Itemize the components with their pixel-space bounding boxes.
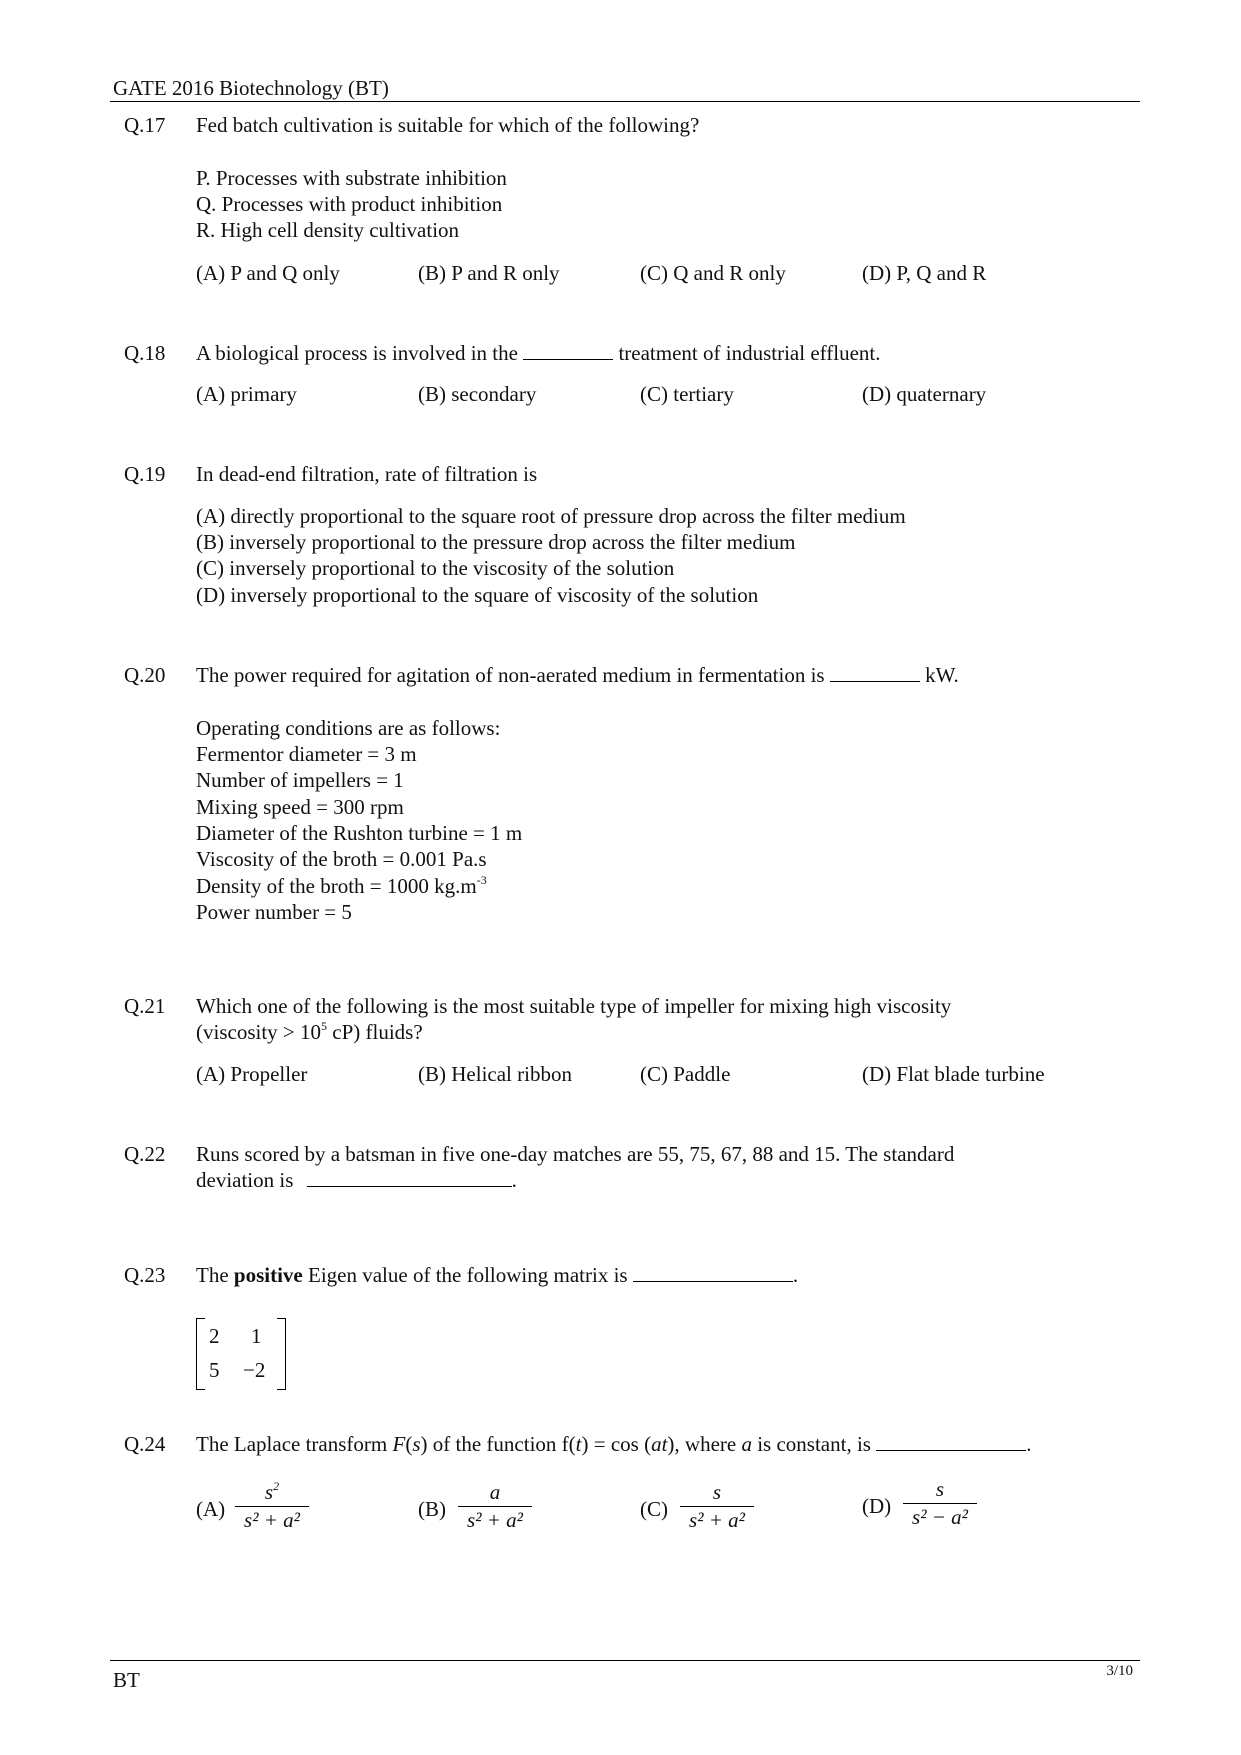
option-b: (B) secondary [418, 382, 537, 406]
fraction-denominator: s² − a² [912, 1505, 968, 1529]
option-b-fraction [458, 1480, 532, 1532]
answer-blank [307, 1168, 512, 1187]
text-part: The Laplace transform [196, 1432, 388, 1456]
fraction-denominator: s² + a² [244, 1508, 300, 1532]
numerator-exponent: 2 [273, 1479, 280, 1493]
text-part: . [1026, 1432, 1032, 1456]
conditions-intro: Operating conditions are as follows: [196, 716, 501, 740]
question-text [196, 340, 880, 366]
question-text-start: A biological process is involved in the [196, 341, 518, 365]
condition-item: Diameter of the Rushton turbine = 1 m [196, 821, 523, 845]
option-d: (D) inversely proportional to the square of viscosity of the solution [196, 583, 759, 607]
option-a: (A) P and Q only [196, 261, 340, 285]
text-part: deviation is [196, 1168, 294, 1192]
option-c: (C) Paddle [640, 1062, 731, 1086]
question-text: In dead-end filtration, rate of filtration is [196, 462, 538, 486]
fraction-numerator [235, 1480, 309, 1504]
option-d-fraction [903, 1477, 977, 1529]
text-part: cP) fluids? [327, 1020, 423, 1044]
answer-blank [876, 1432, 1026, 1451]
matrix-cell: 5 [209, 1358, 220, 1382]
fraction-denominator: s² + a² [689, 1508, 745, 1532]
question-text [196, 662, 959, 688]
matrix-cell: −2 [243, 1358, 266, 1382]
question-text-cont [196, 1019, 423, 1045]
math-symbol: s [412, 1432, 421, 1456]
fraction-bar [680, 1506, 754, 1507]
math-symbol: t [575, 1432, 582, 1456]
page-header-title: GATE 2016 Biotechnology (BT) [113, 76, 389, 100]
question-text-cont [196, 1167, 517, 1193]
list-item: R. High cell density cultivation [196, 218, 460, 242]
fraction-bar [903, 1503, 977, 1504]
option-c-label: (C) [640, 1497, 668, 1521]
question-unit: kW. [925, 663, 959, 687]
option-c: (C) inversely proportional to the viscosity of the solution [196, 556, 675, 580]
option-a: (A) Propeller [196, 1062, 308, 1086]
option-a-fraction [235, 1480, 309, 1532]
list-item: Q. Processes with product inhibition [196, 192, 503, 216]
condition-item [196, 873, 487, 899]
option-a: (A) primary [196, 382, 297, 406]
text-part: is constant, is [757, 1432, 871, 1456]
option-d-label: (D) [862, 1494, 892, 1518]
question-text [196, 1262, 798, 1288]
math-symbol: a [741, 1432, 752, 1456]
option-b: (B) inversely proportional to the pressure drop across the filter medium [196, 530, 796, 554]
question-number: Q.22 [124, 1142, 166, 1166]
option-d: (D) P, Q and R [862, 261, 987, 285]
numerator-text: s [264, 1480, 274, 1504]
density-text: Density of the broth = 1000 kg.m [196, 874, 477, 898]
option-a-label: (A) [196, 1497, 226, 1521]
text-part: . [511, 1168, 517, 1192]
condition-item: Mixing speed = 300 rpm [196, 795, 404, 819]
answer-blank [633, 1263, 793, 1282]
text-part: ) = cos ( [581, 1432, 652, 1456]
text-part: of the function f( [432, 1432, 576, 1456]
option-a: (A) directly proportional to the square root of pressure drop across the filter medium [196, 504, 906, 528]
option-b-label: (B) [418, 1497, 446, 1521]
question-text: Which one of the following is the most suitable type of impeller for mixing high viscosity [196, 994, 952, 1018]
option-c-fraction [680, 1480, 754, 1532]
question-text: Runs scored by a batsman in five one-day matches are 55, 75, 67, 88 and 15. The standard [196, 1142, 955, 1166]
option-c: (C) Q and R only [640, 261, 786, 285]
option-b: (B) Helical ribbon [418, 1062, 572, 1086]
fraction-numerator: s [712, 1480, 722, 1504]
condition-item: Fermentor diameter = 3 m [196, 742, 417, 766]
fraction-bar [458, 1506, 532, 1507]
text-part: Eigen value of the following matrix is [308, 1263, 628, 1287]
question-text: Fed batch cultivation is suitable for which of the following? [196, 113, 700, 137]
answer-blank [523, 341, 613, 360]
footer-left-label: BT [113, 1668, 140, 1692]
condition-item: Viscosity of the broth = 0.001 Pa.s [196, 847, 487, 871]
question-number: Q.20 [124, 663, 166, 687]
fraction-numerator: s [935, 1477, 945, 1501]
question-number: Q.18 [124, 341, 166, 365]
option-c: (C) tertiary [640, 382, 734, 406]
option-b: (B) P and R only [418, 261, 560, 285]
question-number: Q.24 [124, 1432, 166, 1456]
text-part: ), where [667, 1432, 737, 1456]
text-part: The [196, 1263, 229, 1287]
question-number: Q.17 [124, 113, 166, 137]
condition-item: Power number = 5 [196, 900, 352, 924]
density-exponent: -3 [476, 873, 487, 887]
header-rule [110, 101, 1140, 102]
matrix-cell: 2 [209, 1324, 220, 1348]
fraction-bar [235, 1506, 309, 1507]
question-number: Q.19 [124, 462, 166, 486]
matrix-bracket-right [277, 1318, 286, 1390]
condition-item: Number of impellers = 1 [196, 768, 404, 792]
page-number: 3/10 [1106, 1663, 1133, 1679]
option-d: (D) Flat blade turbine [862, 1062, 1045, 1086]
footer-rule [110, 1660, 1140, 1661]
fraction-numerator: a [489, 1480, 501, 1504]
question-text: The Laplace transform F(s) of the function f(t) = cos (at), where a is constant, is . [196, 1432, 1032, 1456]
text-part: (viscosity > 10 [196, 1020, 322, 1044]
fraction-denominator: s² + a² [467, 1508, 523, 1532]
question-number: Q.21 [124, 994, 166, 1018]
question-number: Q.23 [124, 1263, 166, 1287]
matrix-bracket-left [196, 1318, 205, 1390]
option-d: (D) quaternary [862, 382, 987, 406]
answer-blank [830, 663, 920, 682]
math-symbol: at [651, 1432, 668, 1456]
matrix [196, 1318, 286, 1388]
matrix-cell: 1 [251, 1324, 262, 1348]
list-item: P. Processes with substrate inhibition [196, 166, 507, 190]
exponent: 5 [321, 1019, 328, 1033]
emphasis-text: positive [233, 1263, 303, 1287]
question-text-end: treatment of industrial effluent. [618, 341, 881, 365]
math-symbol: F [392, 1432, 406, 1456]
question-text-start: The power required for agitation of non-aerated medium in fermentation is [196, 663, 825, 687]
text-part: . [792, 1263, 799, 1287]
